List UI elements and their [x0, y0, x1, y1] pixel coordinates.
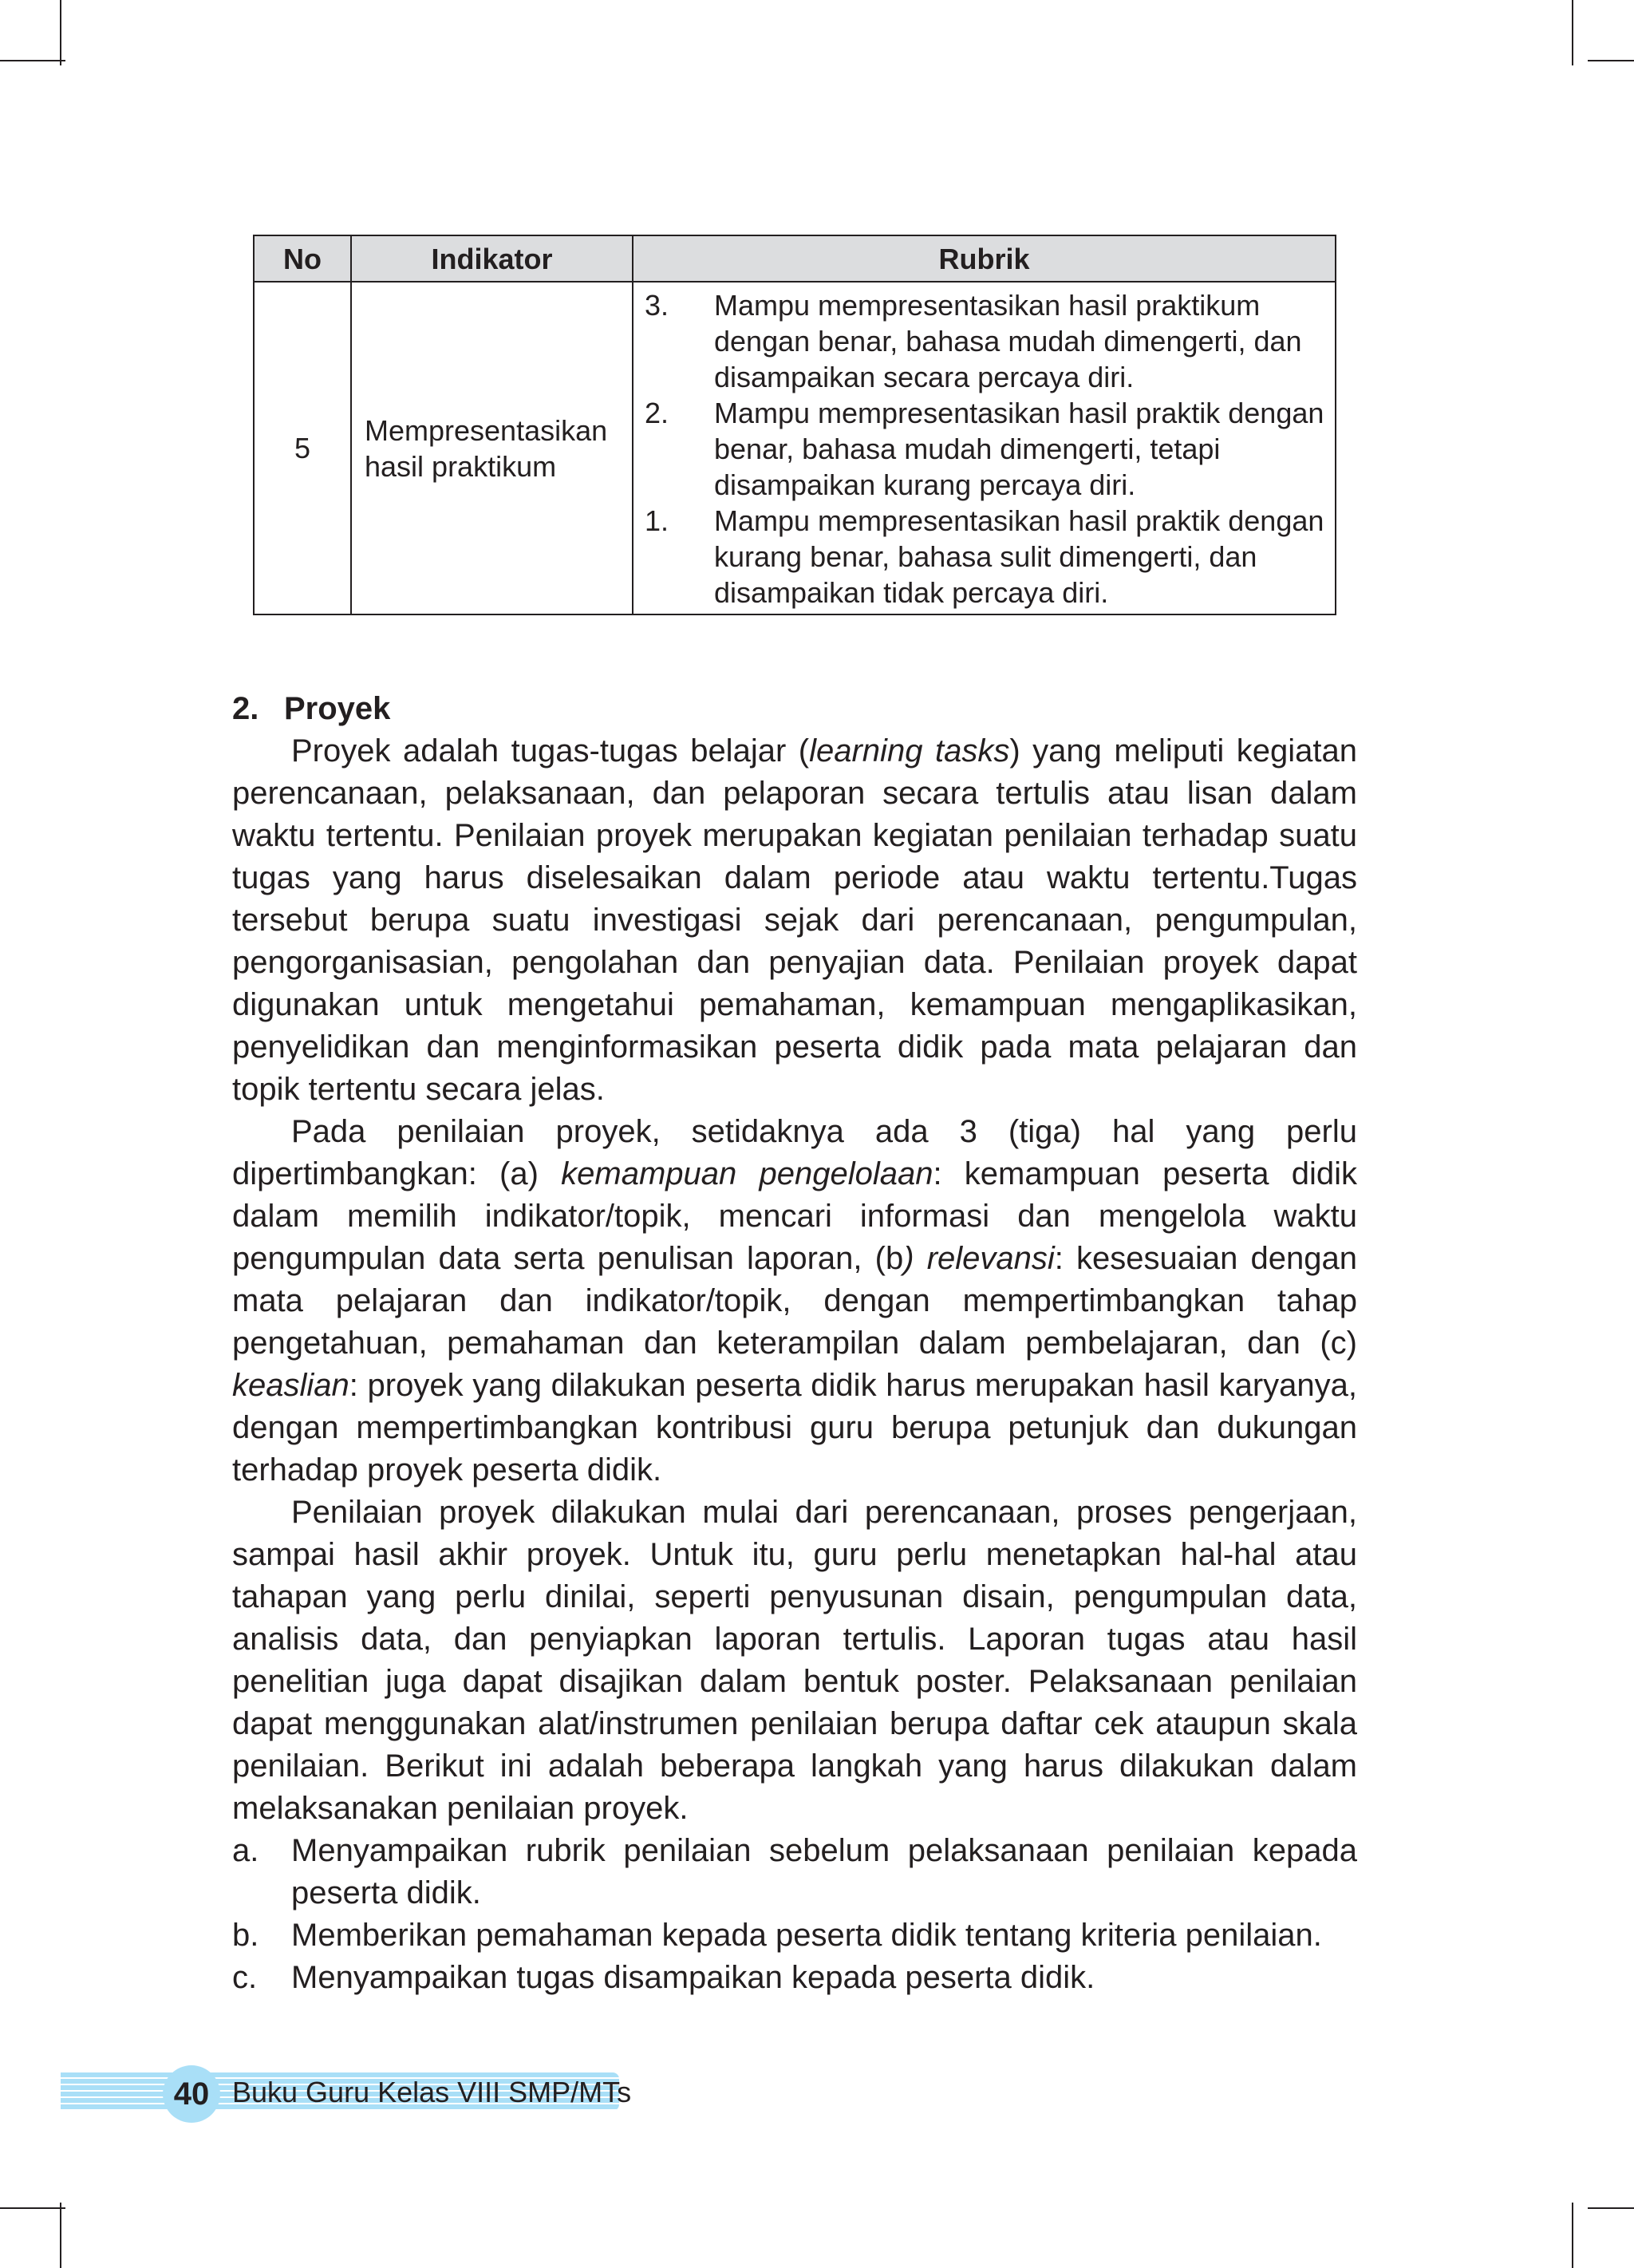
col-header-no: No — [254, 235, 351, 282]
table-header-row — [254, 235, 1336, 282]
list-label: a. — [232, 1833, 259, 1868]
paragraph-1 — [232, 730, 1357, 1111]
crop-mark — [0, 60, 65, 61]
list-label: c. — [232, 1960, 258, 1995]
rubric-text: Mampu mempresentasikan hasil praktikum dengan benar, bahasa mudah dimengerti, dan disampaikan secara percaya diri. — [714, 289, 1302, 393]
text-run: : kesesuaian dengan mata pelajaran dan indikator/topik, dengan mempertimbangkan tahap pengetahuan, pemahaman dan keterampilan dalam pembelajaran, dan (c) — [232, 1241, 1357, 1361]
cell-no: 5 — [254, 282, 351, 614]
rubric-text: Mampu mempresentasikan hasil praktik dengan kurang benar, bahasa sulit dimengerti, dan disampaikan tidak percaya diri. — [714, 504, 1324, 609]
rubric-score: 3. — [645, 289, 669, 322]
rubric-score: 1. — [645, 504, 669, 537]
cell-rubrik — [633, 282, 1336, 614]
book-title: Buku Guru Kelas VIII SMP/MTs — [232, 2076, 632, 2108]
text-run: : kemampuan peserta didik dalam memilih indikator/topik, mencari informasi dan mengelola waktu pengumpulan data serta penulisan laporan, (b — [232, 1156, 1357, 1276]
italic-term: ) relevansi — [903, 1241, 1055, 1276]
section-heading — [232, 688, 1357, 730]
crop-mark — [1588, 2207, 1634, 2209]
crop-mark — [1572, 0, 1573, 65]
cell-indikator: Mempresentasikan hasil praktikum — [351, 282, 633, 614]
italic-term: keaslian — [232, 1368, 349, 1403]
text-run: Proyek adalah tugas-tugas belajar ( — [291, 733, 810, 769]
rubric-item — [645, 287, 1327, 395]
list-item — [232, 1830, 1357, 1914]
list-text: Memberikan pemahaman kepada peserta didik tentang kriteria penilaian. — [291, 1918, 1322, 1953]
list-label: b. — [232, 1918, 259, 1953]
list-text: Menyampaikan tugas disampaikan kepada peserta didik. — [291, 1960, 1095, 1995]
rubric-item — [645, 503, 1327, 610]
paragraph-2 — [232, 1111, 1357, 1492]
text-run: Pada penilaian proyek, setidaknya ada 3 (tiga) hal yang perlu dipertimbangkan: (a) — [232, 1114, 1357, 1191]
rubric-text: Mampu mempresentasikan hasil praktik dengan benar, bahasa mudah dimengerti, tetapi disampaikan kurang percaya diri. — [714, 397, 1324, 501]
section-title: Proyek — [284, 691, 391, 726]
list-text: Menyampaikan rubrik penilaian sebelum pelaksanaan penilaian kepada peserta didik. — [291, 1833, 1357, 1910]
list-item — [232, 1914, 1357, 1957]
paragraph-3: Penilaian proyek dilakukan mulai dari perencanaan, proses pengerjaan, sampai hasil akhir proyek. Untuk itu, guru perlu menetapkan hal-hal atau tahapan yang perlu dinilai, seperti penyusunan disain, pengumpulan data, analisis data, dan penyiapkan laporan tertulis. Laporan tugas atau hasil penelitian juga dapat disajikan dalam bentuk poster. Pelaksanaan penilaian dapat menggunakan alat/instrumen penilaian berupa daftar cek ataupun skala penilaian. Berikut ini adalah beberapa langkah yang harus dilakukan dalam melaksanakan penilaian proyek. — [232, 1495, 1357, 1826]
italic-term: kemampuan pengelolaan — [561, 1156, 933, 1191]
crop-mark — [0, 2207, 65, 2209]
body-text — [232, 688, 1357, 1999]
rubric-table — [253, 235, 1336, 615]
text-run: ) yang meliputi kegiatan perencanaan, pelaksanaan, dan pelaporan secara tertulis atau lisan dalam waktu tertentu. Penilaian proyek merupakan kegiatan penilaian terhadap suatu tugas yang harus diselesaikan dalam periode atau waktu tertentu.Tugas tersebut berupa suatu investigasi sejak dari perencanaan, pengumpulan, pengorganisasian, pengolahan dan penyajian data. Penilaian proyek dapat digunakan untuk mengetahui pemahaman, kemampuan mengaplikasikan, penyelidikan dan menginformasikan peserta didik pada mata pelajaran dan topik tertentu secara jelas. — [232, 733, 1357, 1107]
section-number: 2. — [232, 691, 259, 726]
page-number: 40 — [163, 2065, 220, 2123]
list-item — [232, 1957, 1357, 1999]
italic-term: learning tasks — [809, 733, 1010, 769]
crop-mark — [60, 0, 61, 65]
crop-mark — [60, 2203, 61, 2268]
col-header-rubrik: Rubrik — [633, 235, 1336, 282]
rubric-score: 2. — [645, 397, 669, 429]
text-run: : proyek yang dilakukan peserta didik harus merupakan hasil karyanya, dengan mempertimbangkan kontribusi guru berupa petunjuk dan dukungan terhadap proyek peserta didik. — [232, 1368, 1357, 1488]
crop-mark — [1588, 60, 1634, 61]
crop-mark — [1572, 2203, 1573, 2268]
col-header-indikator: Indikator — [351, 235, 633, 282]
rubric-item — [645, 395, 1327, 503]
table-row — [254, 282, 1336, 614]
